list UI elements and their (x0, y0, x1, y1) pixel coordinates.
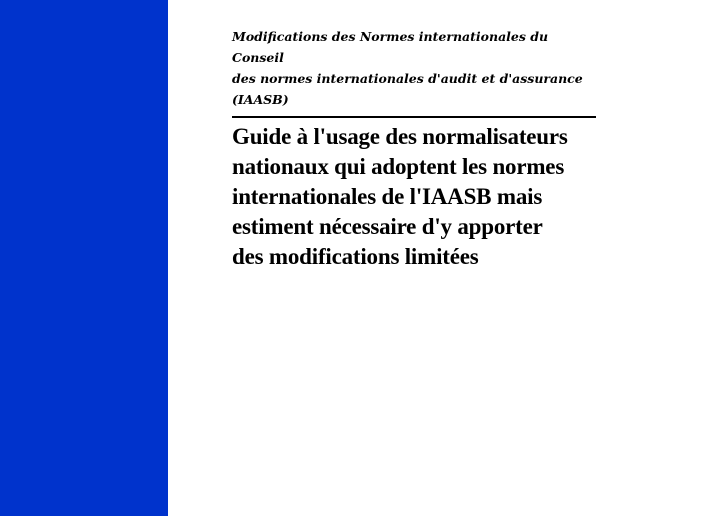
title-divider (232, 116, 596, 118)
blue-side-band (0, 0, 168, 516)
document-title: Guide à l'usage des normalisateurs nationaux qui adoptent les normes internationales de l'IAASB mais estiment nécessaire d'y apporter des modifications limitées (232, 124, 568, 269)
cover-content (232, 26, 600, 272)
document-subtitle: Modifications des Normes internationales du Conseil des normes internationales d'audit et d'assurance (IAASB) (232, 29, 583, 107)
